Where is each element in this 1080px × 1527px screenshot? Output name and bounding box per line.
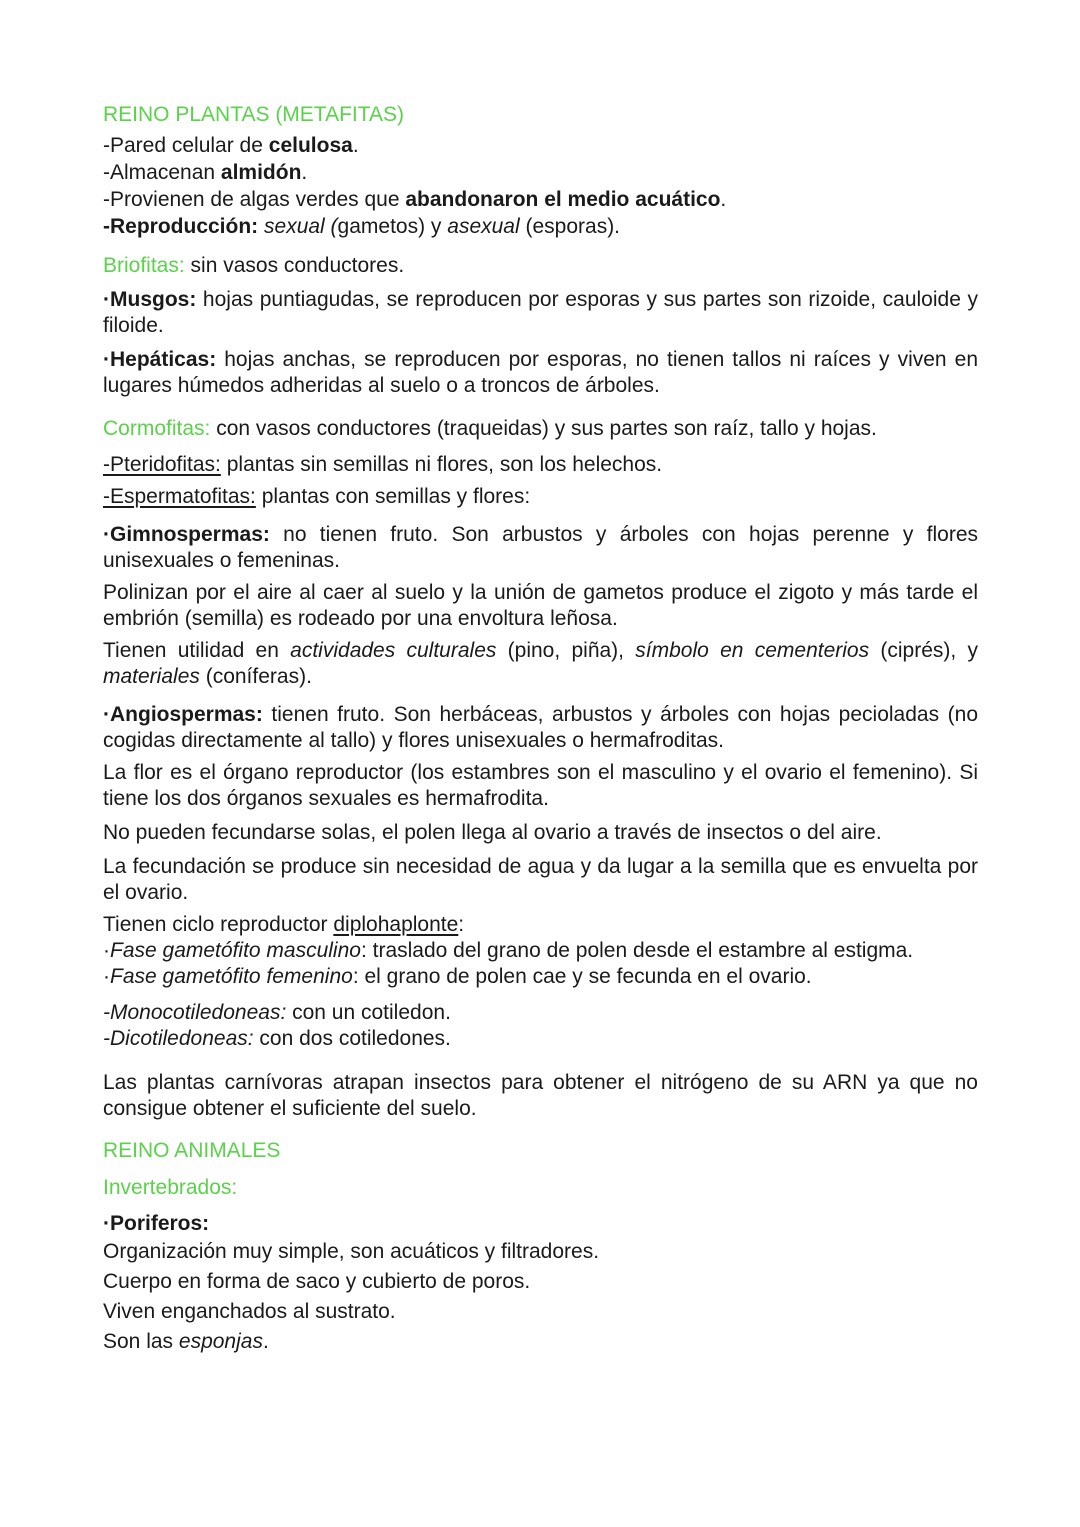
paragraph-flor: La flor es el órgano reproductor (los estambres son el masculino y el ovario el femenino). Si tiene los dos órganos sexuales es hermafrodita. [103, 761, 978, 810]
paragraph-fecundacion: La fecundación se produce sin necesidad de agua y da lugar a la semilla que es envuelta por el ovario. [103, 855, 978, 904]
paragraph-angiospermas: ·Angiospermas: tienen fruto. Son herbáceas, arbustos y árboles con hojas pecioladas (no cogidas directamente al tallo) y flores unisexuales o hermafroditas. [103, 703, 978, 752]
paragraph-carnivoras: Las plantas carnívoras atrapan insectos para obtener el nitrógeno de su ARN ya que no consigue obtener el suficiente del suelo. [103, 1071, 978, 1120]
heading-invertebrados: Invertebrados: [103, 1176, 238, 1199]
line-cormofitas: Cormofitas: con vasos conductores (traqueidas) y sus partes son raíz, tallo y hojas. [103, 417, 877, 440]
line-esponjas: Son las esponjas. [103, 1330, 269, 1353]
line-pteridofitas: -Pteridofitas: plantas sin semillas ni flores, son los helechos. [103, 453, 663, 476]
line-sustrato: Viven enganchados al sustrato. [103, 1300, 396, 1323]
heading-reino-plantas: REINO PLANTAS (METAFITAS) [103, 103, 405, 126]
line-organizacion: Organización muy simple, son acuáticos y filtradores. [103, 1240, 600, 1263]
paragraph-gimnospermas: ·Gimnospermas: no tienen fruto. Son arbustos y árboles con hojas perenne y flores unisexuales o femeninas. [103, 523, 978, 572]
line-ciclo-reproductor: Tienen ciclo reproductor diplohaplonte: [103, 913, 465, 936]
line-dicotiledoneas: -Dicotiledoneas: con dos cotiledones. [103, 1027, 451, 1050]
line-espermatofitas: -Espermatofitas: plantas con semillas y flores: [103, 485, 531, 508]
paragraph-musgos: ·Musgos: hojas puntiagudas, se reproducen por esporas y sus partes son rizoide, cauloide y filoide. [103, 288, 978, 337]
line-provienen: -Provienen de algas verdes que abandonaron el medio acuático. [103, 188, 727, 211]
paragraph-hepaticas: ·Hepáticas: hojas anchas, se reproducen por esporas, no tienen tallos ni raíces y viven en lugares húmedos adheridas al suelo o a troncos de árboles. [103, 348, 978, 397]
document-page [103, 101, 978, 1355]
line-fase-masculino: ·Fase gametófito masculino: traslado del grano de polen desde el estambre al estigma. [103, 939, 914, 962]
heading-poriferos: ·Poriferos: [103, 1212, 210, 1235]
paragraph-utilidad: Tienen utilidad en actividades culturales (pino, piña), símbolo en cementerios (ciprés), y materiales (coníferas). [103, 639, 978, 688]
line-cuerpo: Cuerpo en forma de saco y cubierto de poros. [103, 1270, 531, 1293]
line-reproduccion: -Reproducción: sexual (gametos) y asexual (esporas). [103, 215, 621, 238]
line-briofitas: Briofitas: sin vasos conductores. [103, 254, 405, 277]
line-monocotiledoneas: -Monocotiledoneas: con un cotiledon. [103, 1001, 451, 1024]
line-fase-femenino: ·Fase gametófito femenino: el grano de polen cae y se fecunda en el ovario. [103, 965, 812, 988]
heading-reino-animales: REINO ANIMALES [103, 1139, 281, 1162]
paragraph-polinizan: Polinizan por el aire al caer al suelo y la unión de gametos produce el zigoto y más tarde el embrión (semilla) es rodeado por una envoltura leñosa. [103, 581, 978, 630]
line-almacenan: -Almacenan almidón. [103, 161, 308, 184]
line-pared-celular: -Pared celular de celulosa. [103, 134, 359, 157]
paragraph-fecundarse: No pueden fecundarse solas, el polen llega al ovario a través de insectos o del aire. [103, 821, 882, 844]
